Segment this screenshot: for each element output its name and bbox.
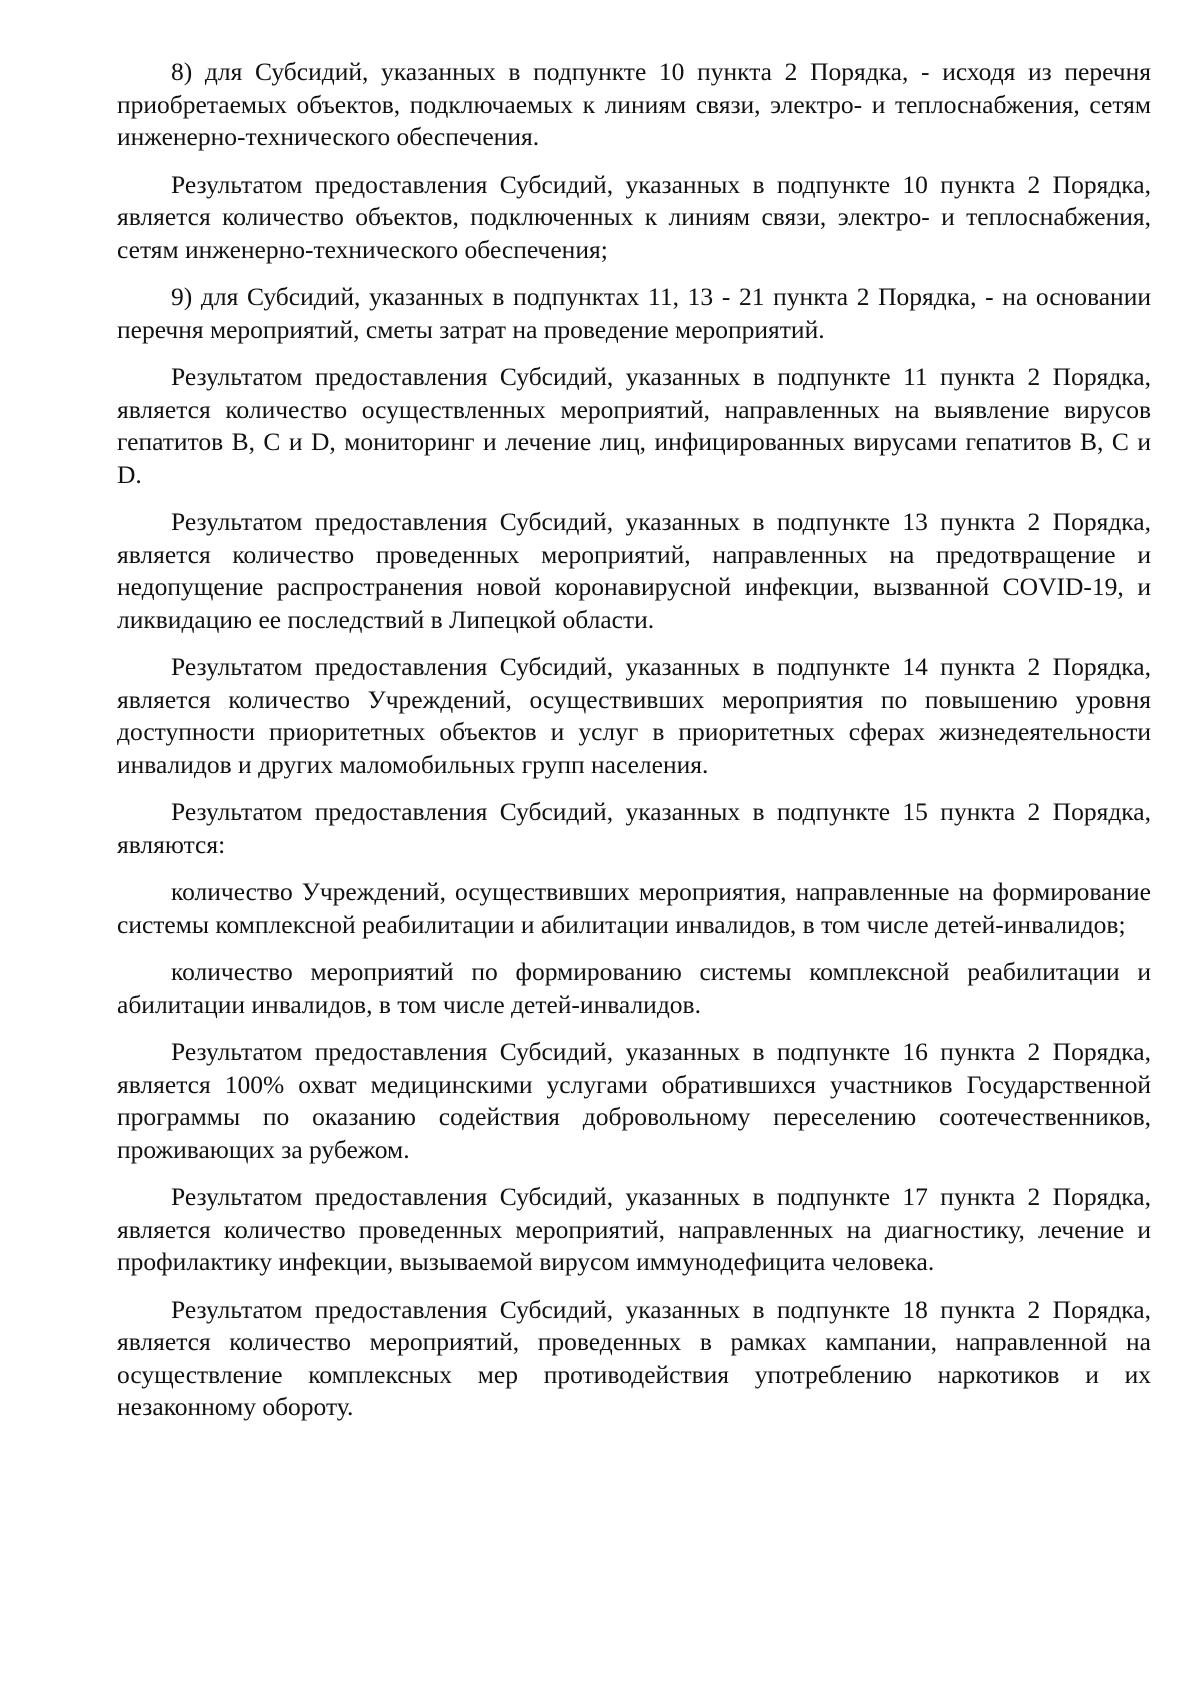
paragraph-item-9: 9) для Субсидий, указанных в подпунктах 11, 13 - 21 пункта 2 Порядка, - на основании перечня мероприятий, сметы затрат на проведение мероприятий.: [117, 282, 1151, 344]
paragraph-result-15-events: количество мероприятий по формированию системы комплексной реабилитации и абилитации инвалидов, в том числе детей-инвалидов.: [117, 957, 1151, 1019]
paragraph-result-subitem-13: Результатом предоставления Субсидий, указанных в подпункте 13 пункта 2 Порядка, является количество проведенных мероприятий, направленных на предотвращение и недопущение распространения новой коронавирусной инфекции, вызванной COVID-19, и ликвидацию ее последствий в Липецкой области.: [117, 507, 1151, 634]
paragraph-result-subitem-11: Результатом предоставления Субсидий, указанных в подпункте 11 пункта 2 Порядка, является количество осуществленных мероприятий, направленных на выявление вирусов гепатитов B, C и D, мониторинг и лечение лиц, инфицированных вирусами гепатитов B, C и D.: [117, 362, 1151, 489]
paragraph-result-subitem-16: Результатом предоставления Субсидий, указанных в подпункте 16 пункта 2 Порядка, является 100% охват медицинскими услугами обратившихся участников Государственной программы по оказанию содействия добровольному переселению соотечественников, проживающих за рубежом.: [117, 1037, 1151, 1164]
document-page: [117, 56, 1151, 1439]
paragraph-result-15-institutions: количество Учреждений, осуществивших мероприятия, направленные на формирование системы комплексной реабилитации и абилитации инвалидов, в том числе детей-инвалидов;: [117, 877, 1151, 939]
paragraph-result-subitem-10: Результатом предоставления Субсидий, указанных в подпункте 10 пункта 2 Порядка, является количество объектов, подключенных к линиям связи, электро- и теплоснабжения, сетям инженерно-технического обеспечения;: [117, 169, 1151, 264]
paragraph-result-subitem-14: Результатом предоставления Субсидий, указанных в подпункте 14 пункта 2 Порядка, является количество Учреждений, осуществивших мероприятия по повышению уровня доступности приоритетных объектов и услуг в приоритетных сферах жизнедеятельности инвалидов и других маломобильных групп населения.: [117, 652, 1151, 779]
paragraph-item-8: 8) для Субсидий, указанных в подпункте 10 пункта 2 Порядка, - исходя из перечня приобретаемых объектов, подключаемых к линиям связи, электро- и теплоснабжения, сетям инженерно-технического обеспечения.: [117, 57, 1151, 151]
paragraph-result-subitem-17: Результатом предоставления Субсидий, указанных в подпункте 17 пункта 2 Порядка, является количество проведенных мероприятий, направленных на диагностику, лечение и профилактику инфекции, вызываемой вирусом иммунодефицита человека.: [117, 1182, 1151, 1276]
paragraph-result-subitem-15: Результатом предоставления Субсидий, указанных в подпункте 15 пункта 2 Порядка, являются:: [117, 797, 1151, 859]
paragraph-result-subitem-18: Результатом предоставления Субсидий, указанных в подпункте 18 пункта 2 Порядка, является количество мероприятий, проведенных в рамках кампании, направленной на осуществление комплексных мер противодействия употреблению наркотиков и их незаконному обороту.: [117, 1294, 1151, 1421]
